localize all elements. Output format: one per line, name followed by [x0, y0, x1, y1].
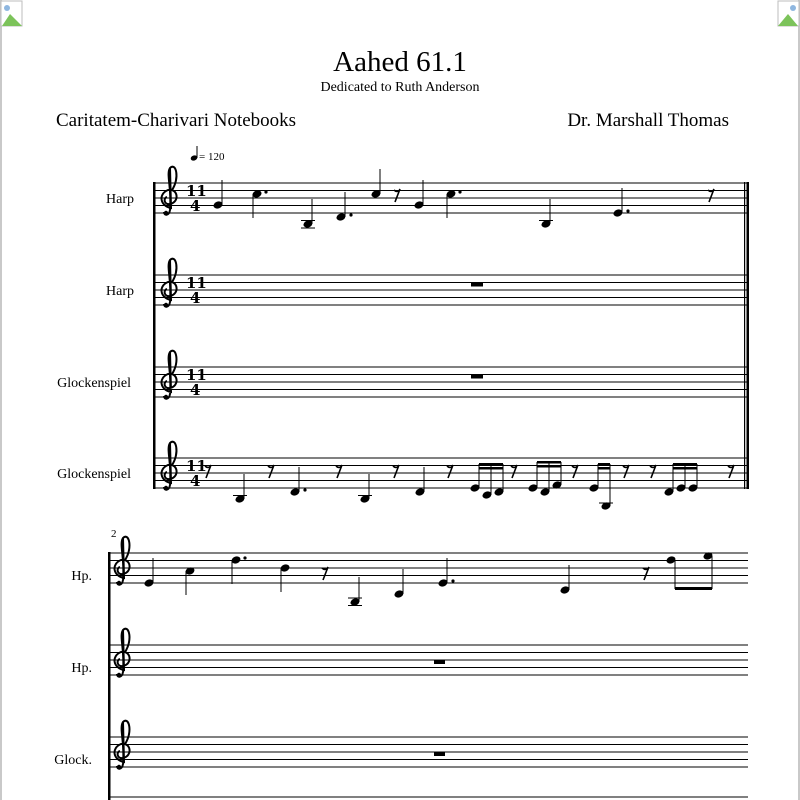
time-sig-den: 4 [190, 197, 201, 215]
publisher: Caritatem-Charivari Notebooks [56, 110, 297, 131]
eighth-rest [623, 465, 629, 478]
dedication: Dedicated to Ruth Anderson [320, 80, 480, 95]
eighth-rest [322, 567, 328, 580]
time-sig-den: 4 [190, 472, 201, 490]
eighth-rest [447, 465, 453, 478]
eighth-rest [643, 567, 649, 580]
sixteenth-group [664, 463, 699, 497]
sixteenth-rest [572, 465, 578, 478]
staff-glock-1 [108, 721, 748, 770]
eighth-rest [394, 189, 400, 202]
sixteenth-group [528, 461, 563, 497]
sixteenth-group [470, 463, 505, 500]
instrument-label: Hp. [71, 569, 92, 584]
staff-glockenspiel-2 [153, 442, 748, 511]
time-sig-num: 11 [186, 182, 207, 200]
measure-number: 2 [111, 528, 117, 540]
whole-rest [471, 283, 483, 287]
sixteenth-rest [728, 465, 734, 478]
time-sig-num: 11 [186, 274, 207, 292]
eighth-rest [268, 465, 274, 478]
eighth-rest [336, 465, 342, 478]
sixteenth-rest [650, 465, 656, 478]
sixteenth-rest [511, 465, 517, 478]
whole-rest [434, 660, 445, 664]
system-bracket [153, 182, 156, 489]
time-sig-num: 11 [186, 366, 207, 384]
sixteenth-group [589, 463, 613, 511]
whole-rest [434, 752, 445, 756]
staff-harp-2 [153, 259, 748, 308]
tempo-mark: = 120 [199, 151, 225, 163]
instrument-label: Harp [106, 192, 134, 207]
instrument-label: Glockenspiel [57, 376, 131, 391]
eighth-pair [666, 551, 714, 590]
barline [744, 182, 745, 489]
instrument-label: Glockenspiel [57, 467, 131, 482]
system-bracket [108, 552, 111, 800]
instrument-label: Harp [106, 284, 134, 299]
time-sig-num: 11 [186, 457, 207, 475]
staff-glockenspiel-1 [153, 351, 748, 400]
time-sig-den: 4 [190, 289, 201, 307]
time-sig-den: 4 [190, 381, 201, 399]
staff-hp-1 [108, 537, 748, 607]
instrument-label: Glock. [54, 753, 92, 768]
barline [747, 182, 750, 489]
eighth-rest [393, 465, 399, 478]
staff-harp-1 [153, 167, 748, 229]
staff-hp-2 [108, 629, 748, 678]
instrument-label: Hp. [71, 661, 92, 676]
composer: Dr. Marshall Thomas [567, 110, 729, 131]
score-title: Aahed 61.1 [333, 46, 467, 78]
eighth-rest [708, 189, 714, 202]
whole-rest [471, 375, 483, 379]
